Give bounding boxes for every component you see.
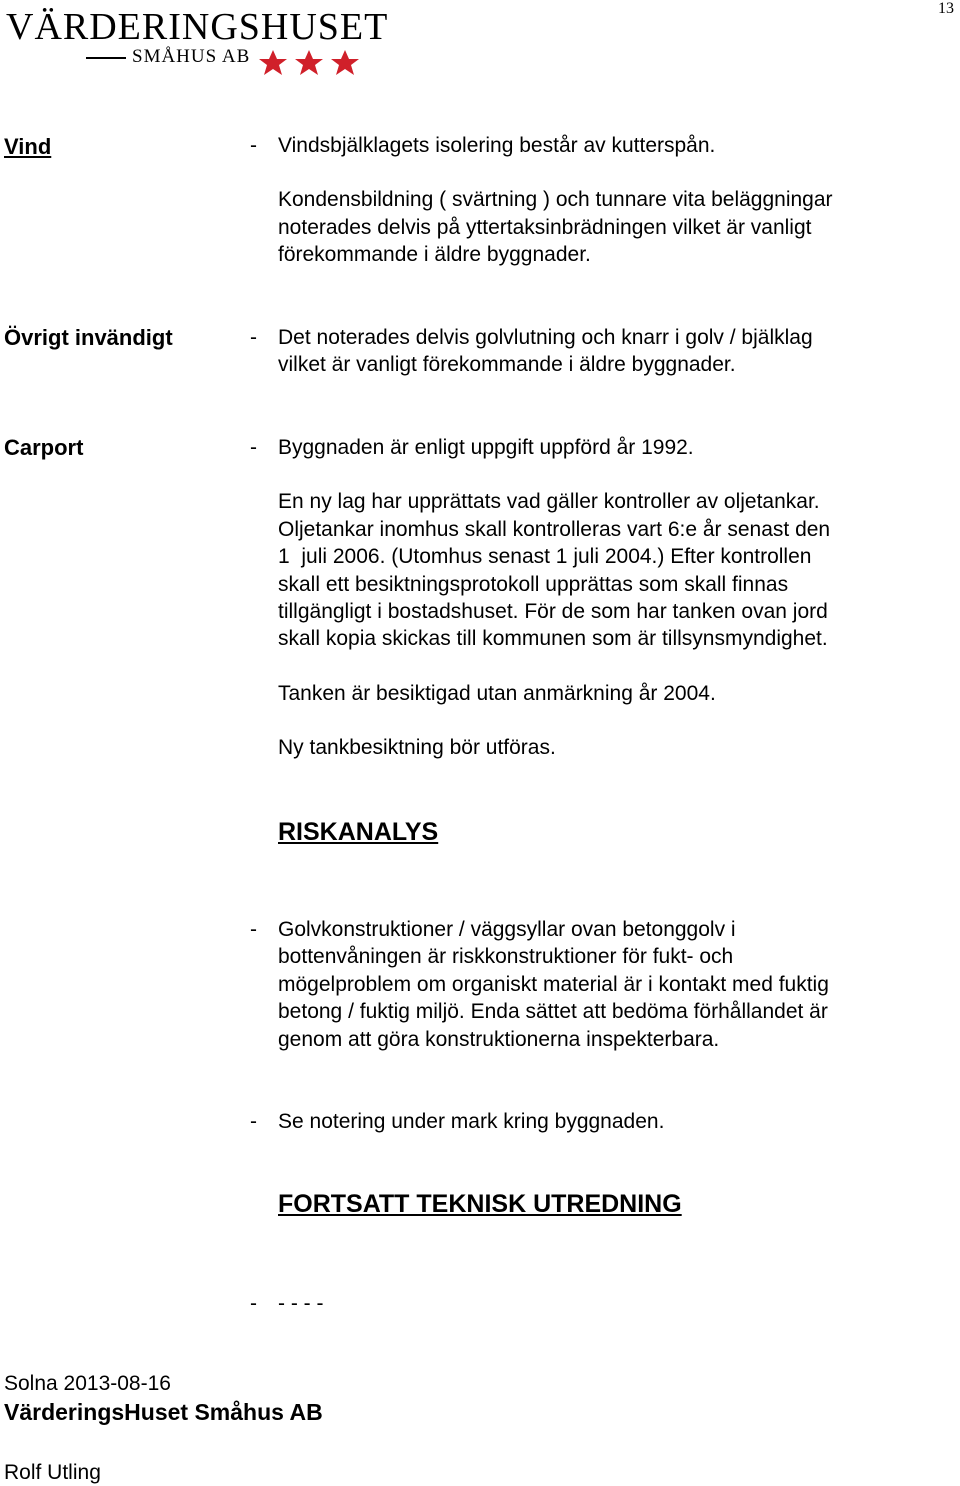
carport-p2-line-1: En ny lag har upprättats vad gäller kontroller av oljetankar.	[278, 490, 820, 514]
fortsatt-heading: FORTSATT TEKNISK UTREDNING	[278, 1190, 682, 1218]
carport-line-1: Byggnaden är enligt uppgift uppförd år 1992.	[278, 436, 694, 459]
company-logo	[6, 6, 389, 78]
vind-p2-line-3: förekommande i äldre byggnader.	[278, 243, 591, 267]
ovrigt-dash: -	[250, 326, 257, 349]
risk-item1-line-4: betong / fuktig miljö. Enda sättet att bedöma förhållandet är	[278, 1000, 828, 1024]
ovrigt-line-2: vilket är vanligt förekommande i äldre byggnader.	[278, 353, 736, 377]
carport-p3: Tanken är besiktigad utan anmärkning år 2004.	[278, 681, 716, 705]
risk-item1-line-2: bottenvåningen är riskkonstruktioner för fukt- och	[278, 945, 734, 969]
section-label-vind: Vind	[4, 134, 52, 159]
fortsatt-content: - - - -	[278, 1292, 324, 1315]
logo-name-part2: HUSET	[260, 6, 389, 48]
carport-dash: -	[250, 436, 257, 459]
carport-p2-line-5: tillgängligt i bostadshuset. För de som har tanken ovan jord	[278, 600, 828, 624]
risk-item1-line-1: Golvkonstruktioner / väggsyllar ovan betonggolv i	[278, 918, 736, 941]
carport-p4: Ny tankbesiktning bör utföras.	[278, 736, 556, 760]
logo-name-part1: VÄRDERINGS	[6, 6, 261, 48]
vind-p2-line-2: noterades delvis på yttertaksinbrädningen vilket är vanligt	[278, 215, 812, 239]
footer-company: VärderingsHuset Småhus AB	[4, 1399, 323, 1425]
ovrigt-line-1: Det noterades delvis golvlutning och knarr i golv / bjälklag	[278, 326, 813, 349]
risk-item2-dash: -	[250, 1110, 257, 1133]
vind-dash: -	[250, 134, 257, 157]
risk-item2-text: Se notering under mark kring byggnaden.	[278, 1110, 665, 1133]
logo-rule	[86, 57, 126, 59]
carport-p2-line-3: 1 juli 2006. (Utomhus senast 1 juli 2004.) Efter kontrollen	[278, 545, 812, 569]
vind-p2-line-1: Kondensbildning ( svärtning ) och tunnare vita beläggningar	[278, 188, 833, 212]
risk-item1-line-3: mögelproblem om organiskt material är i kontakt med fuktig	[278, 972, 829, 996]
carport-text	[278, 434, 830, 762]
logo-stars-icon	[256, 48, 374, 78]
carport-p2-line-4: skall ett besiktningsprotokoll upprättas som skall finnas	[278, 572, 789, 596]
footer-place-date: Solna 2013-08-16	[4, 1372, 171, 1395]
footer-signer: Rolf Utling	[4, 1461, 101, 1484]
carport-p2-line-6: skall kopia skickas till kommunen som är tillsynsmyndighet.	[278, 627, 828, 651]
carport-p2-line-2: Oljetankar inomhus skall kontrolleras vart 6:e år senast den	[278, 517, 831, 541]
ovrigt-text	[278, 324, 813, 379]
risk-item1-line-5: genom att göra konstruktionerna inspekterbara.	[278, 1027, 720, 1051]
risk-item1-text	[278, 916, 829, 1053]
risk-item1-dash: -	[250, 918, 257, 941]
section-label-carport: Carport	[4, 435, 84, 460]
page-number: 13	[938, 0, 954, 17]
riskanalys-heading: RISKANALYS	[278, 818, 439, 846]
section-label-ovrigt-invandigt: Övrigt invändigt	[4, 325, 173, 350]
fortsatt-dash: -	[250, 1292, 257, 1315]
vind-text	[278, 132, 833, 269]
logo-wordmark	[6, 6, 389, 48]
logo-subtitle: SMÅHUS AB	[132, 46, 251, 67]
vind-line-1: Vindsbjälklagets isolering består av kutterspån.	[278, 134, 716, 157]
